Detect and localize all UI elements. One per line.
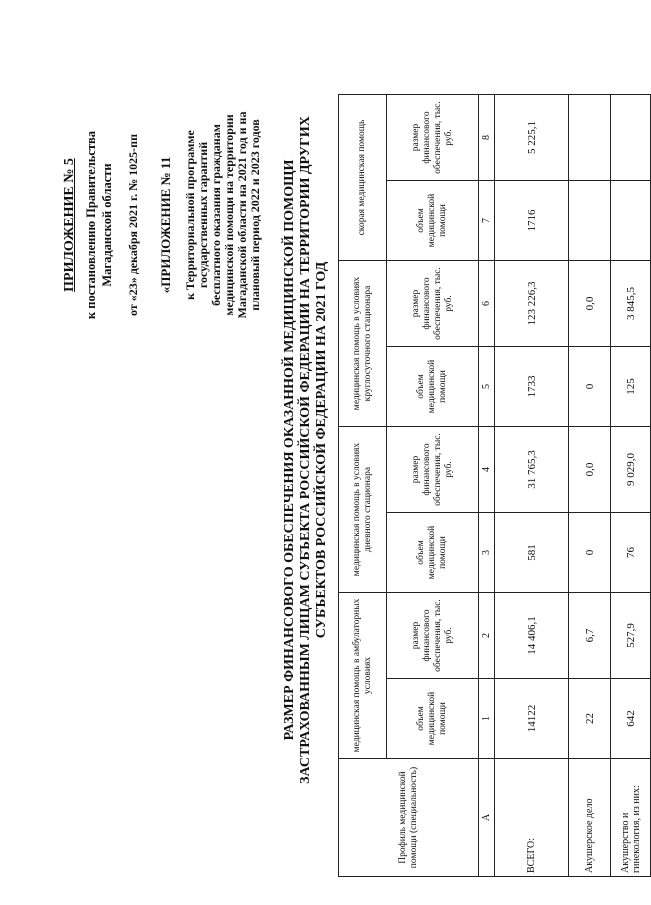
- value-cell: 76: [611, 513, 651, 593]
- value-cell: 9 029,0: [611, 427, 651, 513]
- appendix-title: ПРИЛОЖЕНИЕ № 5: [62, 158, 77, 292]
- subheader-amount: размер финансового обеспечения, тыс. руб.: [387, 261, 479, 347]
- subheader-amount: размер финансового обеспечения, тыс. руб.: [387, 95, 479, 181]
- value-cell: 581: [495, 513, 569, 593]
- table-row: [611, 95, 651, 877]
- territorial-program-caption: [184, 85, 262, 345]
- row-name-obstetrics-gynecology: Акушерство и гинекология, из них:: [611, 759, 651, 877]
- value-cell: [569, 181, 611, 261]
- value-cell: 1716: [495, 181, 569, 261]
- financing-table: [338, 94, 651, 877]
- value-cell: [611, 181, 651, 261]
- group-header-emergency: скорая медицинская помощь: [339, 95, 387, 261]
- value-cell: 0: [569, 347, 611, 427]
- value-cell: 642: [611, 679, 651, 759]
- index-cell: 3: [479, 513, 495, 593]
- index-cell: 4: [479, 427, 495, 513]
- row-name-total: ВСЕГО:: [495, 759, 569, 877]
- resolution-date-number: от «23» декабря 2021 г. № 1025-пп: [126, 134, 140, 317]
- program-line: к Территориальной программе: [183, 130, 197, 300]
- profile-header: Профиль медицинской помощи (специальность): [339, 759, 479, 877]
- resolution-line-2: Магаданской области: [100, 163, 114, 287]
- index-cell: 2: [479, 593, 495, 679]
- index-cell: 1: [479, 679, 495, 759]
- row-name-obstetrics: Акушерское дело: [569, 759, 611, 877]
- value-cell: [569, 95, 611, 181]
- value-cell: 123 226,3: [495, 261, 569, 347]
- program-line: Магаданской области на 2021 год и на: [235, 111, 249, 319]
- title-line: РАЗМЕР ФИНАНСОВОГО ОБЕСПЕЧЕНИЯ ОКАЗАННОЙ МЕДИЦИНСКОЙ ПОМОЩИ: [282, 159, 297, 741]
- value-cell: 14122: [495, 679, 569, 759]
- program-line: государственных гарантий: [196, 141, 210, 289]
- group-header-day-hospital: медицинская помощь в условиях дневного стационара: [339, 427, 387, 593]
- index-cell: 5: [479, 347, 495, 427]
- index-cell: 7: [479, 181, 495, 261]
- value-cell: 0: [569, 513, 611, 593]
- table-row: [495, 95, 569, 877]
- value-cell: 14 406,1: [495, 593, 569, 679]
- resolution-line-1: к постановлению Правительства: [84, 130, 98, 320]
- value-cell: 5 225,1: [495, 95, 569, 181]
- program-line: плановый период 2022 и 2023 годов: [248, 119, 262, 311]
- subheader-amount: размер финансового обеспечения, тыс. руб.: [387, 427, 479, 513]
- group-header-round-clock-hospital: медицинская помощь в условиях круглосуточного стационара: [339, 261, 387, 427]
- group-header-ambulatory: медицинская помощь в амбулаторных условиях: [339, 593, 387, 759]
- subheader-volume: объем медицинской помощи: [387, 679, 479, 759]
- index-cell: А: [479, 759, 495, 877]
- value-cell: 0,0: [569, 427, 611, 513]
- title-line: СУБЪЕКТОВ РОССИЙСКОЙ ФЕДЕРАЦИИ НА 2021 ГОД: [314, 261, 329, 639]
- subheader-volume: объем медицинской помощи: [387, 347, 479, 427]
- program-line: медицинской помощи на территории: [222, 114, 236, 316]
- value-cell: 527,9: [611, 593, 651, 679]
- value-cell: [611, 95, 651, 181]
- subheader-volume: объем медицинской помощи: [387, 513, 479, 593]
- value-cell: 0,0: [569, 261, 611, 347]
- value-cell: 125: [611, 347, 651, 427]
- subheader-volume: объем медицинской помощи: [387, 181, 479, 261]
- title-line: ЗАСТРАХОВАННЫМ ЛИЦАМ СУБЪЕКТА РОССИЙСКОЙ ФЕДЕРАЦИИ НА ТЕРРИТОРИИ ДРУГИХ: [298, 116, 313, 784]
- table-row: [569, 95, 611, 877]
- index-cell: 8: [479, 95, 495, 181]
- financing-table-wrapper: [338, 94, 651, 877]
- index-cell: 6: [479, 261, 495, 347]
- value-cell: 31 765,3: [495, 427, 569, 513]
- value-cell: 1733: [495, 347, 569, 427]
- value-cell: 22: [569, 679, 611, 759]
- program-line: бесплатного оказания гражданам: [209, 124, 223, 306]
- value-cell: 3 845,5: [611, 261, 651, 347]
- subheader-amount: размер финансового обеспечения, тыс. руб.: [387, 593, 479, 679]
- value-cell: 6,7: [569, 593, 611, 679]
- appendix-11-title: «ПРИЛОЖЕНИЕ № 11: [158, 156, 173, 294]
- document-title: [282, 25, 330, 875]
